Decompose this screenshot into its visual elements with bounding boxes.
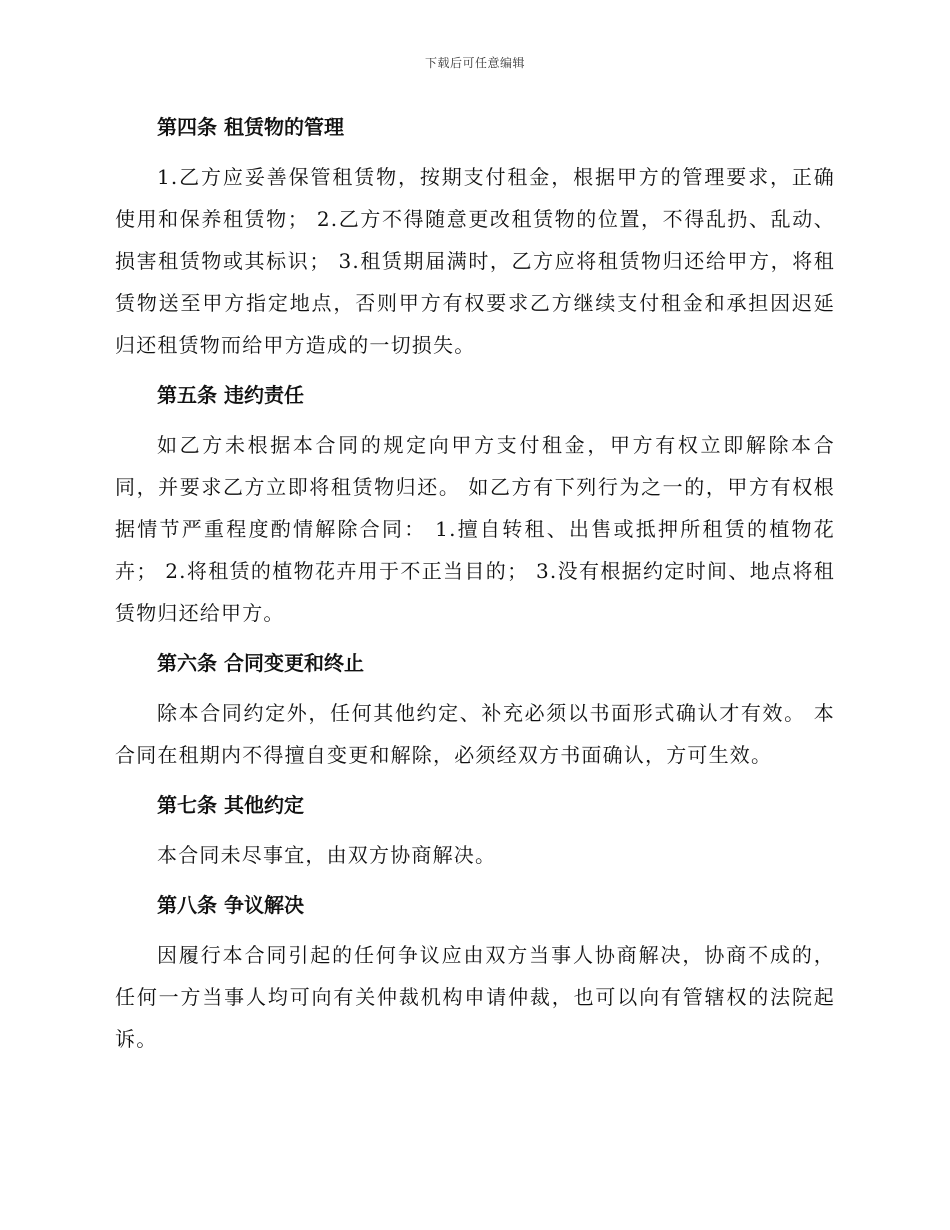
document-body xyxy=(115,110,835,1072)
section-paragraph: 本合同未尽事宜，由双方协商解决。 xyxy=(157,843,497,867)
section-paragraph: 除本合同约定外，任何其他约定、补充必须以书面形式确认才有效。 本合同在租期内不得擅自变更和解除，必须经双方书面确认，方可生效。 xyxy=(115,701,835,767)
section-heading: 第六条 合同变更和终止 xyxy=(157,651,364,675)
section-heading: 第五条 违约责任 xyxy=(157,383,304,407)
section-paragraph: 因履行本合同引起的任何争议应由双方当事人协商解决，协商不成的，任何一方当事人均可向有关仲裁机构申请仲裁，也可以向有管辖权的法院起诉。 xyxy=(115,943,835,1051)
section-article-4 xyxy=(115,110,835,366)
section-heading: 第七条 其他约定 xyxy=(157,793,304,817)
section-article-6 xyxy=(115,646,835,776)
section-article-8 xyxy=(115,888,835,1060)
section-paragraph: 1.乙方应妥善保管租赁物，按期支付租金，根据甲方的管理要求，正确使用和保养租赁物； 2.乙方不得随意更改租赁物的位置，不得乱扔、乱动、损害租赁物或其标识； 3.租赁期届满时，乙方应将租赁物归还给甲方，将租赁物送至甲方指定地点，否则甲方有权要求乙方继续支付租金和承担因迟延归还租赁物而给甲方造成的一切损失。 xyxy=(115,165,835,357)
header-note: 下载后可任意编辑 xyxy=(424,56,525,70)
section-heading: 第四条 租赁物的管理 xyxy=(157,115,344,139)
section-paragraph: 如乙方未根据本合同的规定向甲方支付租金，甲方有权立即解除本合同，并要求乙方立即将租赁物归还。 如乙方有下列行为之一的，甲方有权根据情节严重程度酌情解除合同： 1.擅自转租、出售或抵押所租赁的植物花卉； 2.将租赁的植物花卉用于不正当目的； 3.没有根据约定时间、地点将租赁物归还给甲方。 xyxy=(115,433,835,625)
section-article-5 xyxy=(115,378,835,634)
section-heading: 第八条 争议解决 xyxy=(157,893,304,917)
section-article-7 xyxy=(115,788,835,876)
